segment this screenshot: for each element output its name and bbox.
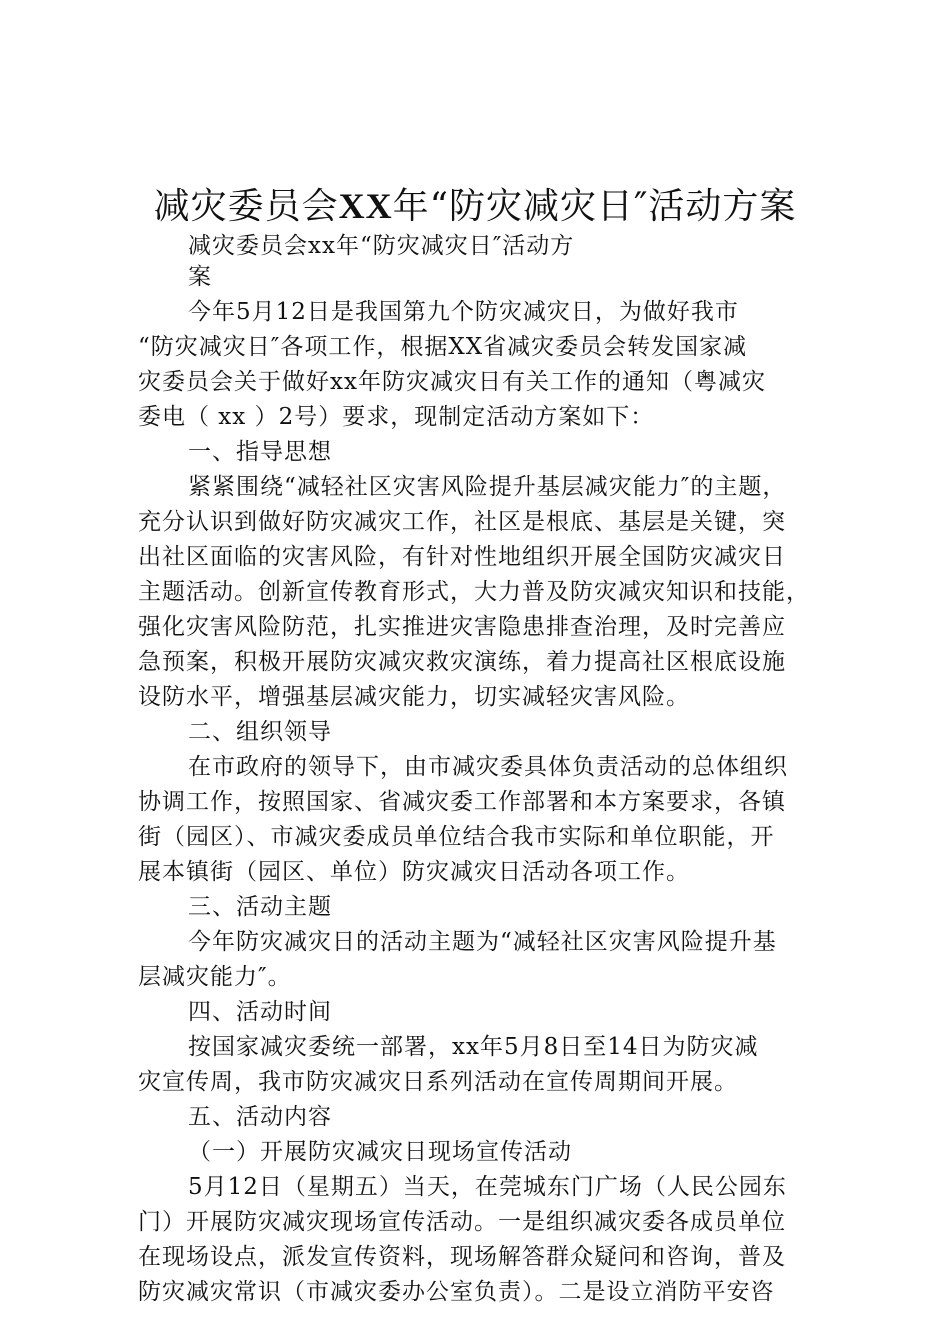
body-line: 三、活动主题 bbox=[188, 894, 332, 920]
body-line: 展本镇街（园区、单位）防灾减灾日活动各项工作。 bbox=[138, 859, 690, 885]
body-line: （一）开展防灾减灾日现场宣传活动 bbox=[188, 1139, 572, 1165]
title-prefix: 减灾委员会 bbox=[153, 186, 339, 227]
body-line: 街（园区）、市减灾委成员单位结合我市实际和单位职能，开 bbox=[138, 824, 775, 850]
body-line: 协调工作，按照国家、省减灾委工作部署和本方案要求，各镇 bbox=[138, 789, 786, 815]
body-line: 强化灾害风险防范，扎实推进灾害隐患排查治理，及时完善应 bbox=[138, 614, 786, 640]
body-line: 一、指导思想 bbox=[188, 439, 332, 465]
body-line: 减灾委员会xx年“防灾减灾日″活动方 bbox=[188, 233, 575, 259]
title-suffix: 年“防灾减灾日″活动方案 bbox=[392, 186, 797, 227]
body-line: 按国家减灾委统一部署，xx年5月8日至14日为防灾减 bbox=[188, 1034, 759, 1060]
body-line: 灾委员会关于做好xx年防灾减灾日有关工作的通知（粤减灾 bbox=[138, 369, 766, 395]
body-line: 委电（ xx ）2号）要求，现制定活动方案如下： bbox=[138, 404, 655, 430]
body-line: 门）开展防灾减灾现场宣传活动。一是组织减灾委各成员单位 bbox=[138, 1209, 786, 1235]
body-line: 层减灾能力″。 bbox=[138, 964, 292, 990]
body-line: 紧紧围绕“减轻社区灾害风险提升基层减灾能力″的主题， bbox=[188, 474, 787, 500]
title-year-placeholder: XX bbox=[338, 186, 393, 226]
body-line: 5月12日（星期五）当天，在莞城东门广场（人民公园东 bbox=[188, 1174, 787, 1200]
body-line: “防灾减灾日″各项工作，根据XX省减灾委员会转发国家减 bbox=[138, 334, 748, 360]
body-line: 五、活动内容 bbox=[188, 1104, 332, 1130]
body-line: 今年5月12日是我国第九个防灾减灾日，为做好我市 bbox=[188, 299, 739, 325]
body-line: 充分认识到做好防灾减灾工作，社区是根底、基层是关键，突 bbox=[138, 509, 786, 535]
body-line: 今年防灾减灾日的活动主题为“减轻社区灾害风险提升基 bbox=[188, 929, 777, 955]
document-body bbox=[138, 232, 838, 1310]
body-line: 在现场设点，派发宣传资料，现场解答群众疑问和咨询，普及 bbox=[138, 1244, 786, 1270]
body-line: 出社区面临的灾害风险，有针对性地组织开展全国防灾减灾日 bbox=[138, 544, 786, 570]
document-title bbox=[0, 178, 950, 235]
body-line: 防灾减灾常识（市减灾委办公室负责）。二是设立消防平安咨 bbox=[138, 1279, 775, 1305]
body-line: 二、组织领导 bbox=[188, 719, 332, 745]
body-line: 在市政府的领导下，由市减灾委具体负责活动的总体组织 bbox=[188, 754, 788, 780]
body-line: 急预案，积极开展防灾减灾救灾演练，着力提高社区根底设施 bbox=[138, 649, 786, 675]
body-line: 设防水平，增强基层减灾能力，切实减轻灾害风险。 bbox=[138, 684, 690, 710]
body-line: 主题活动。创新宣传教育形式，大力普及防灾减灾知识和技能， bbox=[138, 579, 810, 605]
body-line: 四、活动时间 bbox=[188, 999, 332, 1025]
body-line: 案 bbox=[188, 264, 212, 290]
body-line: 灾宣传周，我市防灾减灾日系列活动在宣传周期间开展。 bbox=[138, 1069, 738, 1095]
